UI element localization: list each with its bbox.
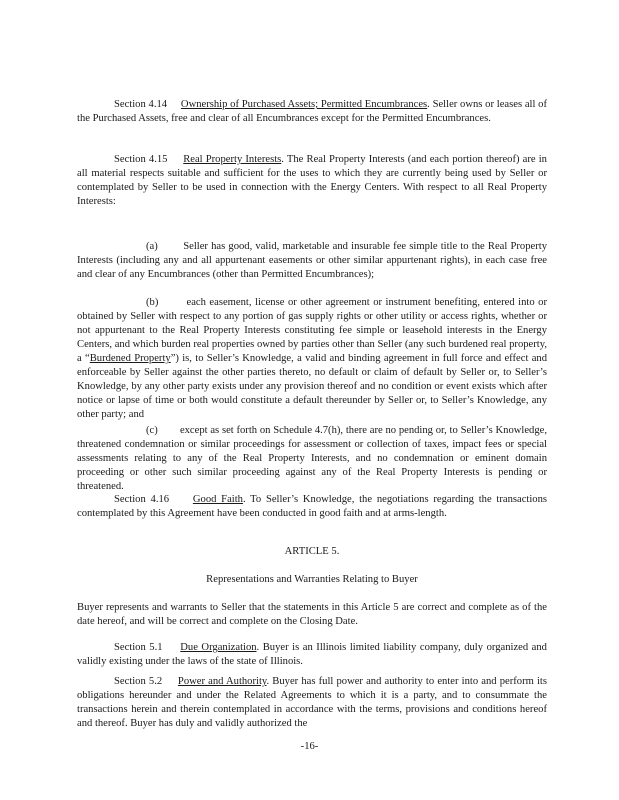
article-subheading: Representations and Warranties Relating to Buyer [206, 574, 418, 585]
clause-b [77, 296, 547, 422]
clause-text: Seller has good, valid, marketable and insurable fee simple title to the Real Property Interests (including any and all appurtenant easements or other similar appurtenant rights), in each case free and clear of any Encumbrances (other than Permitted Encumbrances); [77, 241, 547, 280]
clause-label: (b) [146, 297, 159, 308]
article-intro: Buyer represents and warrants to Seller that the statements in this Article 5 are correct and complete as of the date hereof, and will be correct and complete on the Closing Date. [77, 602, 547, 627]
article-heading: ARTICLE 5. [284, 546, 340, 557]
section-label: Section 5.2 [114, 676, 163, 687]
section-4-14 [77, 98, 547, 126]
clause-c [77, 424, 547, 494]
section-4-16 [77, 493, 547, 521]
section-5-1 [77, 641, 547, 669]
section-title: Real Property Interests [183, 154, 282, 165]
page-number: -16- [300, 741, 319, 752]
section-title: Due Organization [180, 642, 257, 653]
section-text: . To Seller’s Knowledge, the negotiations regarding the transactions contemplated by this Agreement have been conducted in good faith and at arms-length. [77, 494, 548, 519]
section-5-2 [77, 675, 547, 731]
section-text: . Buyer has full power and authority to enter into and perform its obligations hereunder and under the Related Agreements to which it is a party, and to consummate the transactions herein and therein contemplated in accordance with the terms, provisions and conditions hereof and thereof. Buyer has duly and validly authorized the [77, 676, 547, 729]
section-label: Section 4.15 [114, 154, 168, 165]
clause-text: except as set forth on Schedule 4.7(h), there are no pending or, to Seller’s Knowledge, threatened condemnation or similar proceedings for assessment or collection of taxes, impact fees or special assessments relating to any of the Real Property Interests, and no condemnation or eminent domain proceeding or other such similar proceeding against any of the Real Property Interests is pending or threatened. [77, 425, 547, 492]
section-title: Good Faith [192, 494, 243, 505]
section-label: Section 4.14 [114, 99, 168, 110]
section-4-15 [77, 153, 547, 209]
section-label: Section 5.1 [114, 642, 163, 653]
section-title: Ownership of Purchased Assets; Permitted Encumbrances [180, 99, 428, 110]
clause-text: each easement, license or other agreement or instrument benefiting, entered into or obtained by Seller with respect to any portion of gas supply rights or other utility or access rights, whether or not appurtenant to the Real Property Interests constituting fee simple or leasehold interests in the Energy Centers, and which burden real properties owned by parties other than Seller (any such burdened real property, a “ [77, 297, 548, 364]
section-text: . Buyer is an Illinois limited liability company, duly organized and validly existing under the laws of the state of Illinois. [77, 642, 547, 667]
clause-a [77, 240, 547, 282]
section-title: Power and Authority [177, 676, 267, 687]
section-label: Section 4.16 [114, 494, 170, 505]
section-text: . Seller owns or leases all of the Purchased Assets, free and clear of all Encumbrances except for the Permitted Encumbrances. [77, 99, 548, 124]
clause-text-cont: ”) is, to Seller’s Knowledge, a valid and binding agreement in full force and effect and enforceable by Seller against the other parties thereto, no default or claim of default by Seller or, to Seller’s Knowledge, by any other party exists under any provision thereof and no condition or event exists which after notice or lapse of time or both would constitute a default thereunder by Seller or, to Seller’s Knowledge, any other party; and [77, 353, 547, 420]
section-text: . The Real Property Interests (and each portion thereof) are in all material respects suitable and sufficient for the uses to which they are currently being used by Seller or contemplated by Seller to be used in connection with the Energy Centers. With respect to all Real Property Interests: [77, 154, 547, 207]
defined-term: Burdened Property [89, 353, 171, 364]
clause-label: (a) [146, 241, 158, 252]
clause-label: (c) [146, 425, 158, 436]
